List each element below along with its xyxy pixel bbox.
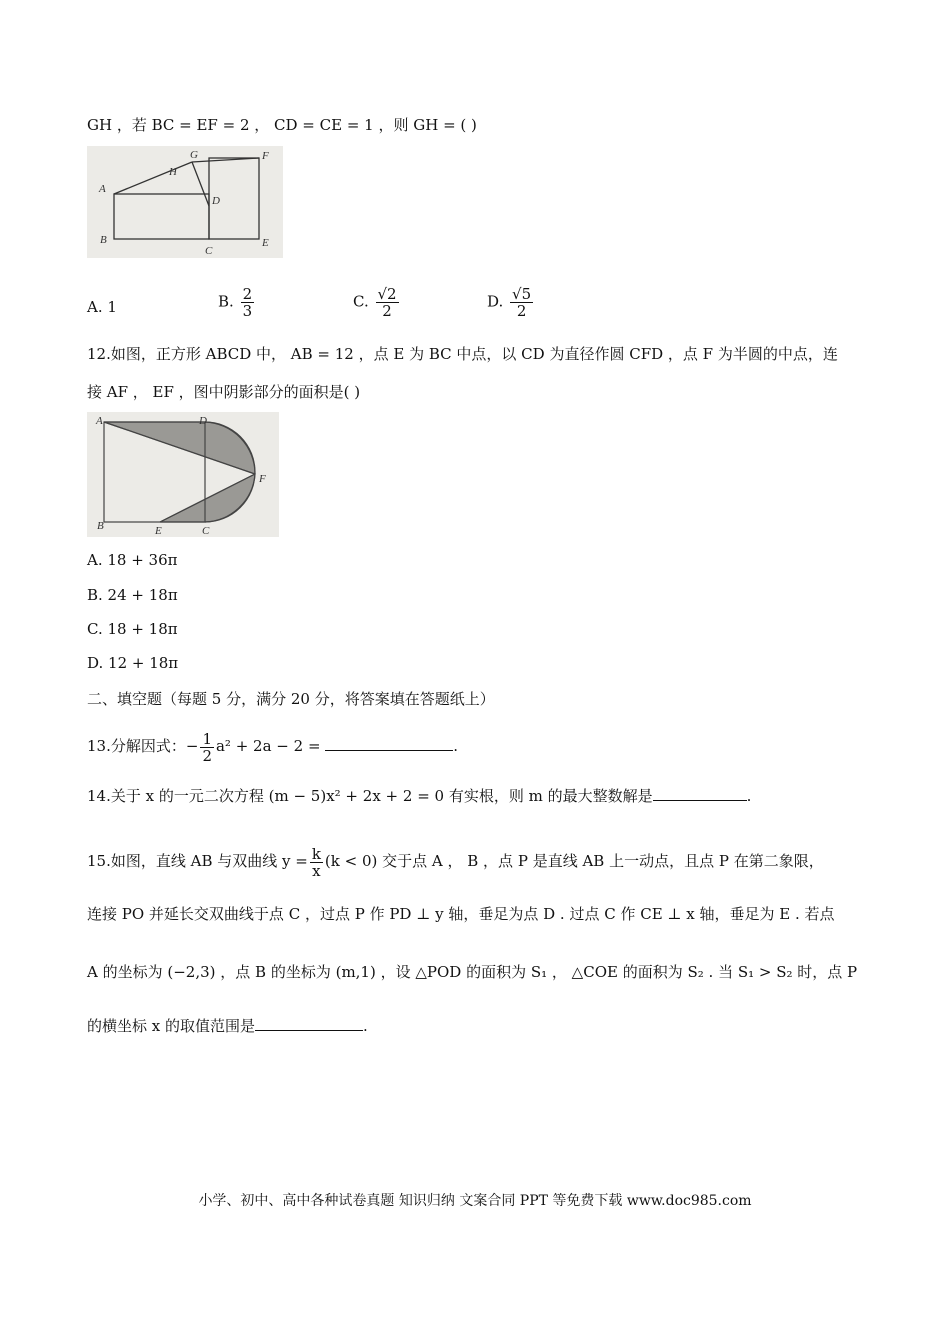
q12-line2: 接 AF ， EF ，图中阴影部分的面积是( ): [87, 383, 361, 401]
q15-end: .: [363, 1017, 368, 1035]
q11-option-b-frac: [241, 286, 255, 319]
q11-label-a: A: [99, 183, 106, 195]
q11-option-a: A. 1: [87, 298, 117, 316]
q11-option-c-label: C.: [353, 292, 369, 311]
q15-frac: [310, 846, 323, 879]
q15-line3: A 的坐标为 (−2,3) ，点 B 的坐标为 (m,1) ，设 △POD 的面积为 S₁ ， △COE 的面积为 S₂ . 当 S₁ > S₂ 时，点 P: [87, 963, 858, 981]
q11-option-d-frac: [510, 286, 533, 319]
q11-option-d-label: D.: [487, 292, 504, 311]
q14-answer-blank[interactable]: [653, 784, 747, 801]
q11-label-h: H: [169, 166, 177, 178]
q11-figure: [87, 146, 283, 258]
q12-label-c: C: [202, 525, 210, 537]
q12-option-c: C. 18 + 18π: [87, 620, 178, 638]
q11-option-c: [353, 286, 401, 319]
q11-label-b: B: [100, 234, 107, 246]
q11-rect-abcd: [114, 194, 209, 239]
q11-line-gh: [192, 162, 209, 206]
q15-line1: [87, 842, 824, 880]
q11-stem: GH ，若 BC = EF = 2 ， CD = CE = 1 ，则 GH = ( ): [87, 116, 477, 134]
q14: [87, 784, 751, 807]
q11-option-b-label: B.: [218, 292, 234, 311]
q15-line4-wrap: [87, 1014, 368, 1037]
q11-option-d: [487, 286, 535, 319]
q11-option-c-num: √2: [377, 285, 397, 303]
q13-rest: a² + 2a − 2 =: [215, 737, 321, 755]
q12-figure: [87, 412, 279, 537]
footer-text: 小学、初中、高中各种试卷真题 知识归纳 文案合同 PPT 等免费下载 www.doc985.com: [198, 1193, 752, 1209]
q12-label-a: A: [96, 415, 103, 427]
q14-text: 14.关于 x 的一元二次方程 (m − 5)x² + 2x + 2 = 0 有实根，则 m 的最大整数解是: [87, 787, 653, 805]
q11-option-b-den: 3: [242, 302, 253, 320]
q15-line2: 连接 PO 并延长交双曲线于点 C ，过点 P 作 PD ⊥ y 轴，垂足为点 D . 过点 C 作 CE ⊥ x 轴，垂足为 E . 若点: [87, 905, 835, 923]
q11-option-b-num: 2: [242, 285, 253, 303]
q15-frac-num: k: [311, 844, 321, 863]
q13-minus: −: [185, 737, 199, 755]
q12-option-d: D. 12 + 18π: [87, 654, 179, 672]
q13-answer-blank[interactable]: [325, 734, 453, 751]
q13-frac-num: 1: [202, 729, 212, 748]
q11-option-c-frac: [376, 286, 399, 319]
q12-label-d: D: [199, 415, 207, 427]
q12-label-e: E: [155, 525, 162, 537]
q11-line-ag: [114, 162, 192, 194]
q11-option-d-num: √5: [512, 285, 532, 303]
q15-line4: 的横坐标 x 的取值范围是: [87, 1017, 255, 1035]
q11-option-d-den: 2: [516, 302, 527, 320]
q14-end: .: [746, 787, 752, 805]
q15-line1-b: (k < 0) 交于点 A ， B ，点 P 是直线 AB 上一动点，且点 P 在第二象限，: [324, 852, 824, 870]
q15-line1-a: 15.如图，直线 AB 与双曲线 y =: [87, 852, 308, 870]
q12-label-b: B: [97, 520, 104, 532]
section-title: 二、填空题（每题 5 分，满分 20 分，将答案填在答题纸上）: [87, 690, 495, 708]
q11-option-c-den: 2: [382, 302, 392, 320]
q12-option-b: B. 24 + 18π: [87, 586, 178, 604]
q11-label-d: D: [212, 195, 220, 207]
q15-answer-blank[interactable]: [255, 1014, 363, 1031]
q13-frac: [200, 731, 214, 764]
q13-prefix: 13.分解因式：: [87, 737, 186, 755]
q11-label-f: F: [262, 150, 269, 162]
q11-option-b: [218, 286, 256, 319]
q11-label-g: G: [190, 149, 198, 161]
q13: [87, 729, 458, 764]
q11-label-c: C: [205, 245, 213, 257]
q15-frac-den: x: [312, 861, 321, 880]
q13-frac-den: 2: [202, 746, 212, 765]
q12-label-f: F: [259, 473, 266, 485]
q12-line1: 12.如图，正方形 ABCD 中， AB = 12 ，点 E 为 BC 中点，以 CD 为直径作圆 CFD ，点 F 为半圆的中点，连: [87, 345, 838, 363]
q13-end: .: [453, 737, 459, 755]
q11-label-e: E: [262, 237, 269, 249]
q12-option-a: A. 18 + 36π: [87, 551, 178, 569]
